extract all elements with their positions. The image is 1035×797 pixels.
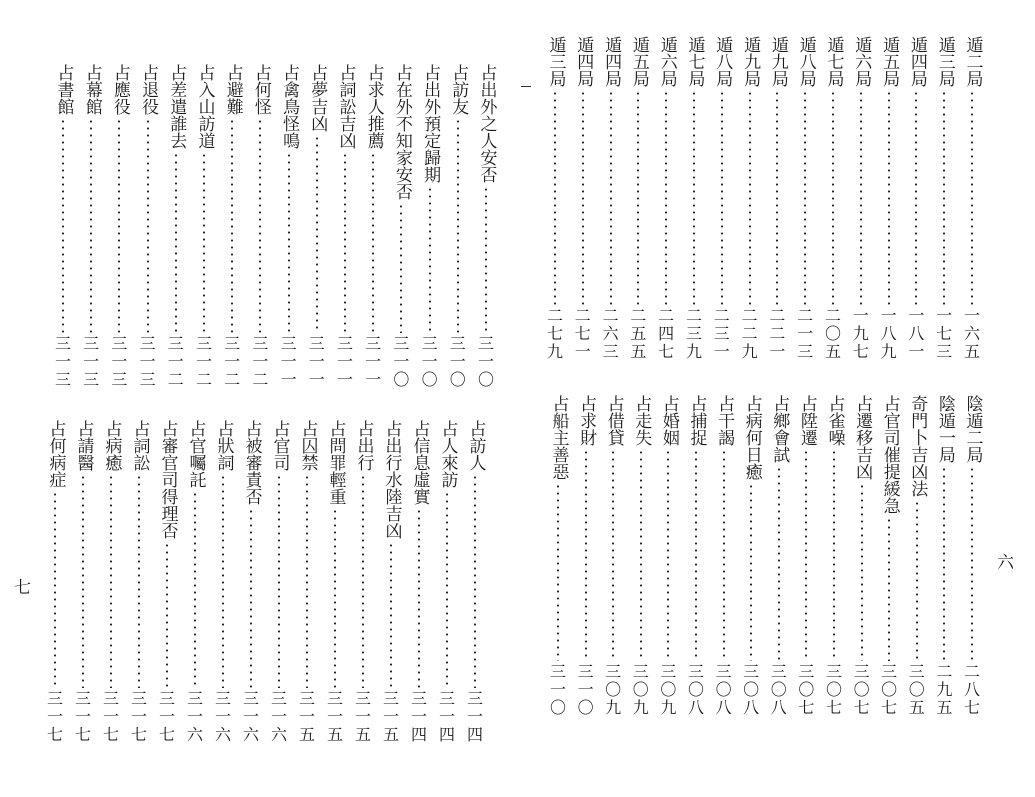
toc-entry-title: 占差遣誰去 <box>166 64 187 149</box>
toc-entry-title: 占何病症 <box>45 420 66 488</box>
toc-entry-page: 三 〇 七 <box>825 662 842 717</box>
dot-leader <box>971 90 973 305</box>
dot-leader <box>610 90 612 305</box>
toc-entry-page: 三 一 一 <box>280 334 297 389</box>
dot-leader <box>971 466 973 661</box>
toc-entry <box>437 420 457 745</box>
toc-entry-title: 占求財 <box>576 395 597 446</box>
toc-entry <box>269 420 289 745</box>
toc-entry-title: 占訪友 <box>448 64 469 115</box>
toc-entry <box>712 36 732 362</box>
toc-entry-title: 占幕館 <box>81 64 102 115</box>
dot-leader <box>90 118 92 333</box>
toc-entry-page: 二 三 一 <box>713 306 730 361</box>
toc-entry-page: 一 八 九 <box>880 306 897 361</box>
toc-entry <box>934 36 954 362</box>
toc-entry-page: 三 一 四 <box>466 689 483 744</box>
toc-entry <box>879 36 899 362</box>
toc-entry-page: 三 一 一 <box>365 334 382 389</box>
toc-entry-title: 占囚禁 <box>297 420 318 471</box>
toc-entry-page: 三 一 六 <box>242 689 259 744</box>
dot-leader <box>557 483 559 661</box>
toc-entry-title: 占干謁 <box>714 395 735 446</box>
dot-leader <box>915 90 917 305</box>
toc-entry-title: 占借貸 <box>603 395 624 446</box>
toc-entry-page: 三 一 二 <box>224 334 241 389</box>
toc-entry-title: 占請醫 <box>73 420 94 471</box>
toc-entry-title: 遁四局 <box>601 36 622 87</box>
toc-entry-page: 三 一 七 <box>102 689 119 744</box>
toc-entry-title: 占走失 <box>631 395 652 446</box>
toc-entry <box>138 64 158 390</box>
toc-entry-page: 二 二 九 <box>741 306 758 361</box>
toc-entry-title: 占詞訟 <box>129 420 150 471</box>
dot-leader <box>943 466 945 661</box>
dot-leader <box>344 152 346 333</box>
dot-leader <box>259 118 261 333</box>
toc-entry <box>658 395 678 718</box>
toc-entry <box>194 64 214 390</box>
toc-entry-title: 占夢吉凶 <box>307 64 328 132</box>
toc-entry-title: 占詞訟吉凶 <box>335 64 356 149</box>
toc-entry-page: 三 一 六 <box>214 689 231 744</box>
toc-entry-title: 遁八局 <box>712 36 733 87</box>
toc-entry-page: 二 五 五 <box>630 306 647 361</box>
toc-entry-page: 三 一 五 <box>382 689 399 744</box>
toc-entry-page: 三 一 〇 <box>449 334 466 389</box>
toc-entry-title: 占病何日癒 <box>741 395 762 480</box>
dot-leader <box>695 449 697 661</box>
left-page <box>0 0 517 797</box>
dot-leader <box>612 449 614 661</box>
toc-entry <box>879 395 899 718</box>
toc-entry-page: 一 六 五 <box>963 306 980 361</box>
toc-entry <box>545 36 565 362</box>
dot-leader <box>390 542 392 688</box>
toc-entry <box>795 36 815 362</box>
toc-entry <box>241 420 261 745</box>
toc-entry <box>129 420 149 745</box>
dot-leader <box>138 474 140 688</box>
toc-entry-title: 占入山訪道 <box>194 64 215 149</box>
toc-entry-page: 三 一 四 <box>410 689 427 744</box>
right-page <box>517 0 1035 797</box>
toc-entry-title: 占出外預定歸期 <box>420 64 441 183</box>
toc-entry-title: 占審官司得理否 <box>157 420 178 539</box>
dot-leader <box>693 90 695 305</box>
dot-leader <box>640 449 642 661</box>
dot-leader <box>723 449 725 661</box>
toc-entry-title: 占婚姻 <box>658 395 679 446</box>
toc-entry-page: 二 三 九 <box>685 306 702 361</box>
dot-leader <box>861 483 863 661</box>
toc-entry <box>576 395 596 718</box>
toc-entry-title: 遁九局 <box>740 36 761 87</box>
dot-leader <box>888 517 890 661</box>
toc-entry <box>353 420 373 745</box>
dot-leader <box>222 474 224 688</box>
toc-entry-title: 遁六局 <box>656 36 677 87</box>
toc-entry <box>740 36 760 362</box>
dot-leader <box>429 186 431 333</box>
toc-entry <box>684 36 704 362</box>
dot-leader <box>362 474 364 688</box>
toc-entry-title: 占官司 <box>269 420 290 471</box>
dot-leader <box>860 90 862 305</box>
toc-entry-page: 三 一 五 <box>298 689 315 744</box>
toc-entry <box>824 395 844 718</box>
toc-entry-page: 三 一 三 <box>83 334 100 389</box>
toc-entry-title: 占出外之人安否 <box>476 64 497 183</box>
toc-entry-page: 三 〇 九 <box>660 662 677 717</box>
toc-entry-title: 占在外不知家安否 <box>391 64 412 200</box>
dot-leader <box>888 90 890 305</box>
toc-entry <box>631 395 651 718</box>
dot-leader <box>805 449 807 661</box>
toc-entry-page: 三 〇 七 <box>853 662 870 717</box>
toc-entry <box>962 395 982 718</box>
toc-entry-page: 三 一 三 <box>111 334 128 389</box>
toc-entry-title: 遁五局 <box>879 36 900 87</box>
toc-entry-page: 三 一 七 <box>46 689 63 744</box>
toc-entry <box>391 64 411 390</box>
toc-entry-page: 三 一 五 <box>354 689 371 744</box>
toc-entry-title: 占官司催提緩急 <box>879 395 900 514</box>
toc-entry-title: 占信息虛實 <box>409 420 430 505</box>
toc-entry-title: 占禽鳥怪鳴 <box>279 64 300 149</box>
toc-entry-page: 三 一 〇 <box>421 334 438 389</box>
toc-entry <box>767 36 787 362</box>
toc-entry-page: 三 〇 八 <box>715 662 732 717</box>
dot-leader <box>916 500 918 661</box>
dot-leader <box>54 491 56 688</box>
dot-leader <box>485 186 487 333</box>
toc-entry-title: 占被審責否 <box>241 420 262 505</box>
toc-entry-page: 二 七 一 <box>574 306 591 361</box>
dot-leader <box>749 90 751 305</box>
toc-entry <box>686 395 706 718</box>
toc-entry <box>81 64 101 390</box>
toc-entry <box>250 64 270 390</box>
toc-entry-page: 一 九 七 <box>852 306 869 361</box>
toc-entry <box>381 420 401 745</box>
toc-entry-page: 二 六 三 <box>602 306 619 361</box>
toc-entry <box>603 395 623 718</box>
toc-entry <box>476 64 496 390</box>
toc-entry <box>962 36 982 362</box>
toc-entry-page: 三 一 四 <box>438 689 455 744</box>
toc-entry <box>335 64 355 390</box>
toc-entry-title: 遁七局 <box>823 36 844 87</box>
toc-entry-title: 遁四局 <box>906 36 927 87</box>
toc-entry <box>906 36 926 362</box>
toc-entry-page: 三 〇 八 <box>743 662 760 717</box>
dot-leader <box>316 135 318 333</box>
toc-entry <box>109 64 129 390</box>
toc-entry-page: 三 〇 七 <box>881 662 898 717</box>
toc-entry-page: 三 一 一 <box>336 334 353 389</box>
dot-leader <box>334 508 336 688</box>
toc-entry-page: 二 七 九 <box>546 306 563 361</box>
toc-entry-page: 三 一 三 <box>139 334 156 389</box>
dot-leader <box>943 90 945 305</box>
toc-entry-title: 占出行水陸吉凶 <box>381 420 402 539</box>
toc-entry-title: 陰遁一局 <box>934 395 955 463</box>
dot-leader <box>175 152 177 333</box>
right-folio: 六 <box>997 553 1014 573</box>
toc-entry <box>53 64 73 390</box>
toc-entry-title: 占遷移吉凶 <box>852 395 873 480</box>
toc-entry-page: 三 一 〇 <box>549 662 566 717</box>
dot-leader <box>721 90 723 305</box>
toc-entry-title: 占鄉會試 <box>769 395 790 463</box>
toc-entry-title: 占捕捉 <box>686 395 707 446</box>
toc-entry-title: 占船主善惡 <box>548 395 569 480</box>
toc-entry <box>601 36 621 362</box>
toc-entry <box>213 420 233 745</box>
toc-entry-page: 一 七 三 <box>936 306 953 361</box>
toc-entry <box>185 420 205 745</box>
toc-entry-title: 占人來訪 <box>437 420 458 488</box>
toc-entry-title: 奇門卜吉凶法 <box>907 395 928 497</box>
toc-entry-title: 占出行 <box>353 420 374 471</box>
toc-entry <box>73 420 93 745</box>
toc-entry-page: 二 二 一 <box>769 306 786 361</box>
toc-entry-title: 遁四局 <box>573 36 594 87</box>
toc-entry-page: 三 一 六 <box>270 689 287 744</box>
toc-entry <box>307 64 327 390</box>
toc-entry <box>573 36 593 362</box>
dot-leader <box>288 152 290 333</box>
toc-entry-page: 二 九 五 <box>936 662 953 717</box>
toc-entry-page: 三 一 六 <box>186 689 203 744</box>
toc-entry-title: 占訪人 <box>465 420 486 471</box>
toc-entry-title: 占應役 <box>109 64 130 115</box>
dot-leader <box>665 90 667 305</box>
toc-entry-page: 三 一 七 <box>158 689 175 744</box>
dot-leader <box>82 474 84 688</box>
toc-entry-title: 占雀噪 <box>824 395 845 446</box>
toc-entry <box>101 420 121 745</box>
dot-leader <box>147 118 149 333</box>
dot-leader <box>554 90 556 305</box>
dot-leader <box>778 466 780 661</box>
dot-leader <box>110 474 112 688</box>
toc-entry-title: 占陞遷 <box>796 395 817 446</box>
toc-entry-title: 占問罪輕重 <box>325 420 346 505</box>
toc-entry-title: 遁七局 <box>684 36 705 87</box>
toc-entry <box>769 395 789 718</box>
toc-entry-page: 一 八 一 <box>908 306 925 361</box>
toc-entry-page: 二 一 三 <box>797 306 814 361</box>
toc-entry <box>279 64 299 390</box>
dot-leader <box>418 508 420 688</box>
toc-entry-title: 陰遁二局 <box>962 395 983 463</box>
toc-entry-page: 三 〇 八 <box>770 662 787 717</box>
dot-leader <box>446 491 448 688</box>
toc-entry <box>222 64 242 390</box>
toc-entry-page: 三 一 一 <box>308 334 325 389</box>
dot-leader <box>194 491 196 688</box>
dot-leader <box>637 90 639 305</box>
toc-entry <box>852 395 872 718</box>
dot-leader <box>832 90 834 305</box>
toc-entry <box>420 64 440 390</box>
toc-entry-title: 遁三局 <box>934 36 955 87</box>
dot-leader <box>306 474 308 688</box>
dot-leader <box>776 90 778 305</box>
toc-entry-title: 遁六局 <box>851 36 872 87</box>
dot-leader <box>582 90 584 305</box>
toc-entry-page: 三 一 二 <box>167 334 184 389</box>
left-folio: 七 <box>14 578 31 598</box>
toc-entry <box>409 420 429 745</box>
toc-entry-page: 三 〇 八 <box>687 662 704 717</box>
toc-entry-page: 三 一 〇 <box>393 334 410 389</box>
toc-entry-page: 二 〇 五 <box>824 306 841 361</box>
dot-leader <box>278 474 280 688</box>
toc-entry <box>448 64 468 390</box>
toc-entry <box>548 395 568 718</box>
dot-leader <box>250 508 252 688</box>
dot-leader <box>474 474 476 688</box>
toc-entry-page: 三 一 七 <box>130 689 147 744</box>
toc-entry-title: 遁二局 <box>962 36 983 87</box>
dot-leader <box>833 449 835 661</box>
toc-entry-title: 占官囑託 <box>185 420 206 488</box>
dot-leader <box>804 90 806 305</box>
toc-entry <box>851 36 871 362</box>
toc-entry <box>166 64 186 390</box>
toc-entry-page: 三 一 〇 <box>577 662 594 717</box>
toc-entry <box>714 395 734 718</box>
toc-entry-title: 占書館 <box>53 64 74 115</box>
toc-entry-title: 遁八局 <box>795 36 816 87</box>
toc-entry <box>297 420 317 745</box>
toc-entry <box>363 64 383 390</box>
toc-entry-page: 二 八 七 <box>963 662 980 717</box>
toc-entry <box>796 395 816 718</box>
dot-leader <box>585 449 587 661</box>
toc-entry-title: 遁五局 <box>628 36 649 87</box>
toc-entry-title: 遁九局 <box>767 36 788 87</box>
toc-entry-title: 占求人推薦 <box>363 64 384 149</box>
toc-entry <box>465 420 485 745</box>
dot-leader <box>166 542 168 688</box>
toc-entry-page: 三 一 〇 <box>477 334 494 389</box>
toc-entry-title: 占退役 <box>138 64 159 115</box>
toc-entry-page: 三 〇 七 <box>798 662 815 717</box>
dot-leader <box>118 118 120 333</box>
dot-leader <box>231 118 233 333</box>
toc-entry-page: 二 四 七 <box>658 306 675 361</box>
toc-entry-page: 三 一 二 <box>195 334 212 389</box>
dot-leader <box>750 483 752 661</box>
toc-entry-page: 三 一 二 <box>252 334 269 389</box>
toc-entry-page: 三 〇 九 <box>632 662 649 717</box>
dot-leader <box>400 203 402 333</box>
dot-leader <box>203 152 205 333</box>
dot-leader <box>372 152 374 333</box>
toc-entry <box>157 420 177 745</box>
toc-entry-page: 三 一 七 <box>74 689 91 744</box>
toc-entry <box>823 36 843 362</box>
toc-entry-page: 三 一 三 <box>54 334 71 389</box>
toc-entry-title: 占何怪 <box>250 64 271 115</box>
toc-entry-page: 三 〇 五 <box>908 662 925 717</box>
toc-entry-title: 占病癒 <box>101 420 122 471</box>
toc-entry-title: 占狀詞 <box>213 420 234 471</box>
toc-entry <box>628 36 648 362</box>
toc-entry <box>656 36 676 362</box>
dot-leader <box>62 118 64 333</box>
toc-entry-page: 三 〇 九 <box>605 662 622 717</box>
dot-leader <box>457 118 459 333</box>
toc-entry <box>741 395 761 718</box>
toc-entry <box>325 420 345 745</box>
dot-leader <box>667 449 669 661</box>
toc-entry <box>907 395 927 718</box>
toc-entry-page: 三 一 五 <box>326 689 343 744</box>
toc-entry-title: 遁三局 <box>545 36 566 87</box>
toc-entry <box>45 420 65 745</box>
toc-entry <box>934 395 954 718</box>
toc-entry-title: 占避難 <box>222 64 243 115</box>
